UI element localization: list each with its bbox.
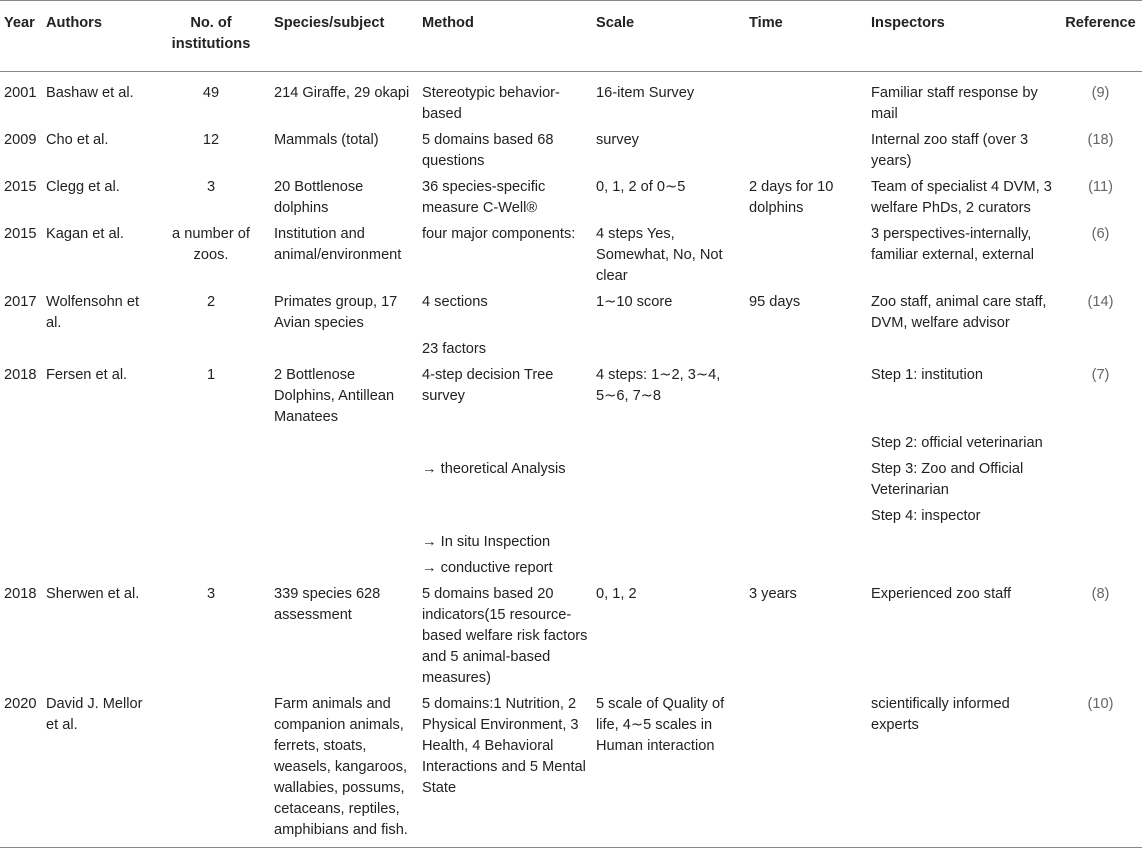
cell-method <box>418 433 592 459</box>
cell-scale <box>592 532 745 558</box>
cell-year: 2001 <box>4 85 37 101</box>
cell-institutions: 1 <box>206 367 216 383</box>
table-body <box>0 72 1142 848</box>
cell-inspectors <box>867 532 1059 558</box>
col-header-method: Method <box>422 15 474 31</box>
col-header-inspectors: Inspectors <box>871 15 945 31</box>
table-row <box>0 532 1142 558</box>
cell-time: 2 days for 10 dolphins <box>749 179 834 216</box>
table-row <box>0 433 1142 459</box>
cell-species: 2 Bottlenose Dolphins, Antillean Manatees <box>274 367 395 425</box>
cell-institutions <box>152 339 270 365</box>
header-row <box>0 1 1142 72</box>
cell-time: 95 days <box>749 294 801 310</box>
cell-species: Mammals (total) <box>274 132 379 148</box>
cell-scale <box>592 558 745 584</box>
cell-year: 2017 <box>4 294 37 310</box>
table-row <box>0 72 1142 131</box>
cell-scale <box>592 506 745 532</box>
col-header-scale: Scale <box>596 15 635 31</box>
cell-institutions: 3 <box>206 586 216 602</box>
cell-institutions: 12 <box>202 132 220 148</box>
cell-reference: (14) <box>1087 294 1114 310</box>
cell-species <box>270 339 418 365</box>
cell-year: 2018 <box>4 367 37 383</box>
cell-method <box>418 506 592 532</box>
cell-reference <box>1059 558 1142 584</box>
table-row <box>0 459 1142 506</box>
cell-scale: 4 steps Yes, Somewhat, No, Not clear <box>596 226 723 284</box>
cell-scale <box>592 459 745 506</box>
cell-method: 4 sections <box>422 294 488 310</box>
cell-scale: 0, 1, 2 of 0∼5 <box>596 179 686 195</box>
cell-time <box>745 506 867 532</box>
col-header-authors: Authors <box>46 15 102 31</box>
cell-institutions: 2 <box>206 294 216 310</box>
cell-year <box>0 506 42 532</box>
cell-species: 214 Giraffe, 29 okapi <box>274 85 410 101</box>
cell-year: 2009 <box>4 132 37 148</box>
cell-species: 339 species 628 assessment <box>274 586 381 623</box>
cell-time: 3 years <box>749 586 797 602</box>
cell-institutions <box>152 532 270 558</box>
cell-scale: 5 scale of Quality of life, 4∼5 scales in Human interaction <box>596 696 725 754</box>
cell-reference: (9) <box>1091 85 1110 101</box>
cell-authors: David J. Mellor et al. <box>46 696 143 733</box>
cell-institutions: 3 <box>206 179 216 195</box>
table-row <box>0 584 1142 694</box>
cell-inspectors: Zoo staff, animal care staff, DVM, welfare advisor <box>871 294 1047 331</box>
cell-time <box>745 558 867 584</box>
cell-method: 5 domains:1 Nutrition, 2 Physical Environment, 3 Health, 4 Behavioral Interactions and 5 Mental State <box>422 696 586 796</box>
cell-reference <box>1059 339 1142 365</box>
cell-reference: (11) <box>1088 179 1113 195</box>
table-row <box>0 130 1142 177</box>
cell-authors <box>42 459 152 506</box>
cell-scale: 16-item Survey <box>596 85 695 101</box>
cell-institutions <box>152 506 270 532</box>
cell-method: → In situ Inspection <box>422 534 551 550</box>
cell-inspectors: Internal zoo staff (over 3 years) <box>871 132 1029 169</box>
col-header-institutions: No. of institutions <box>171 15 251 52</box>
cell-reference: (6) <box>1091 226 1110 242</box>
cell-inspectors: Team of specialist 4 DVM, 3 welfare PhDs, 2 curators <box>871 179 1052 216</box>
cell-authors <box>42 339 152 365</box>
cell-year: 2015 <box>4 226 37 242</box>
cell-scale: 0, 1, 2 <box>596 586 637 602</box>
cell-time <box>745 694 867 848</box>
cell-species <box>270 433 418 459</box>
cell-method: Stereotypic behavior-based <box>422 85 560 122</box>
cell-scale <box>592 339 745 365</box>
cell-inspectors: Step 4: inspector <box>871 508 981 524</box>
cell-inspectors <box>867 339 1059 365</box>
cell-reference: (8) <box>1091 586 1110 602</box>
cell-time <box>745 339 867 365</box>
table-row <box>0 506 1142 532</box>
cell-inspectors: Experienced zoo staff <box>871 586 1012 602</box>
col-header-time: Time <box>749 15 783 31</box>
cell-species <box>270 558 418 584</box>
cell-reference: (18) <box>1087 132 1114 148</box>
table-row <box>0 694 1142 848</box>
cell-institutions <box>152 694 270 848</box>
cell-species: Institution and animal/environment <box>274 226 402 263</box>
cell-year <box>0 532 42 558</box>
cell-scale: 1∼10 score <box>596 294 673 310</box>
cell-species <box>270 532 418 558</box>
table-row <box>0 365 1142 433</box>
cell-year <box>0 558 42 584</box>
cell-method: → theoretical Analysis <box>422 461 566 477</box>
cell-year <box>0 459 42 506</box>
cell-method: four major components: <box>422 226 576 242</box>
cell-authors: Clegg et al. <box>46 179 120 195</box>
cell-authors <box>42 433 152 459</box>
cell-time <box>745 224 867 292</box>
cell-inspectors: Step 2: official veterinarian <box>871 435 1043 451</box>
cell-institutions <box>152 558 270 584</box>
cell-time <box>745 130 867 177</box>
cell-method: 36 species-specific measure C-Well® <box>422 179 546 216</box>
cell-authors: Wolfensohn et al. <box>46 294 140 331</box>
cell-institutions <box>152 459 270 506</box>
cell-inspectors: Familiar staff response by mail <box>871 85 1038 122</box>
cell-time <box>745 459 867 506</box>
cell-authors: Sherwen et al. <box>46 586 140 602</box>
cell-time <box>745 433 867 459</box>
cell-scale: survey <box>596 132 639 148</box>
cell-inspectors: scientifically informed experts <box>871 696 1010 733</box>
cell-method: 4-step decision Tree survey <box>422 367 554 404</box>
cell-year <box>0 433 42 459</box>
table-row <box>0 558 1142 584</box>
cell-scale <box>592 433 745 459</box>
cell-authors: Kagan et al. <box>46 226 124 242</box>
cell-inspectors: Step 3: Zoo and Official Veterinarian <box>871 461 1024 498</box>
cell-year: 2015 <box>4 179 37 195</box>
cell-species: 20 Bottlenose dolphins <box>274 179 364 216</box>
cell-species: Primates group, 17 Avian species <box>274 294 398 331</box>
cell-authors: Cho et al. <box>46 132 109 148</box>
cell-institutions: 49 <box>202 85 220 101</box>
cell-reference: (10) <box>1087 696 1114 712</box>
cell-time <box>745 532 867 558</box>
table-row <box>0 177 1142 224</box>
cell-reference <box>1059 433 1142 459</box>
cell-year: 2020 <box>4 696 37 712</box>
cell-inspectors <box>867 558 1059 584</box>
cell-authors: Bashaw et al. <box>46 85 134 101</box>
table-row <box>0 224 1142 292</box>
cell-institutions: a number of zoos. <box>172 226 250 263</box>
table-row <box>0 339 1142 365</box>
cell-authors: Fersen et al. <box>46 367 128 383</box>
cell-method: 5 domains based 68 questions <box>422 132 554 169</box>
cell-time <box>745 72 867 131</box>
cell-method: → conductive report <box>422 560 553 576</box>
col-header-species: Species/subject <box>274 15 385 31</box>
cell-institutions <box>152 433 270 459</box>
cell-authors <box>42 532 152 558</box>
table-row <box>0 292 1142 339</box>
cell-species <box>270 459 418 506</box>
cell-species: Farm animals and companion animals, ferrets, stoats, weasels, kangaroos, wallabies, possums, cetaceans, reptiles, amphibians and fish. <box>274 696 408 838</box>
cell-reference <box>1059 506 1142 532</box>
cell-year <box>0 339 42 365</box>
cell-authors <box>42 558 152 584</box>
cell-year: 2018 <box>4 586 37 602</box>
cell-reference <box>1059 532 1142 558</box>
col-header-reference: Reference <box>1065 15 1136 31</box>
cell-inspectors: 3 perspectives-internally, familiar external, external <box>871 226 1035 263</box>
cell-method: 5 domains based 20 indicators(15 resource-based welfare risk factors and 5 animal-based measures) <box>422 586 588 686</box>
cell-species <box>270 506 418 532</box>
cell-scale: 4 steps: 1∼2, 3∼4, 5∼6, 7∼8 <box>596 367 721 404</box>
cell-reference: (7) <box>1091 367 1110 383</box>
cell-reference <box>1059 459 1142 506</box>
col-header-year: Year <box>4 15 35 31</box>
cell-time <box>745 365 867 433</box>
cell-method: 23 factors <box>422 341 487 357</box>
cell-inspectors: Step 1: institution <box>871 367 983 383</box>
cell-authors <box>42 506 152 532</box>
